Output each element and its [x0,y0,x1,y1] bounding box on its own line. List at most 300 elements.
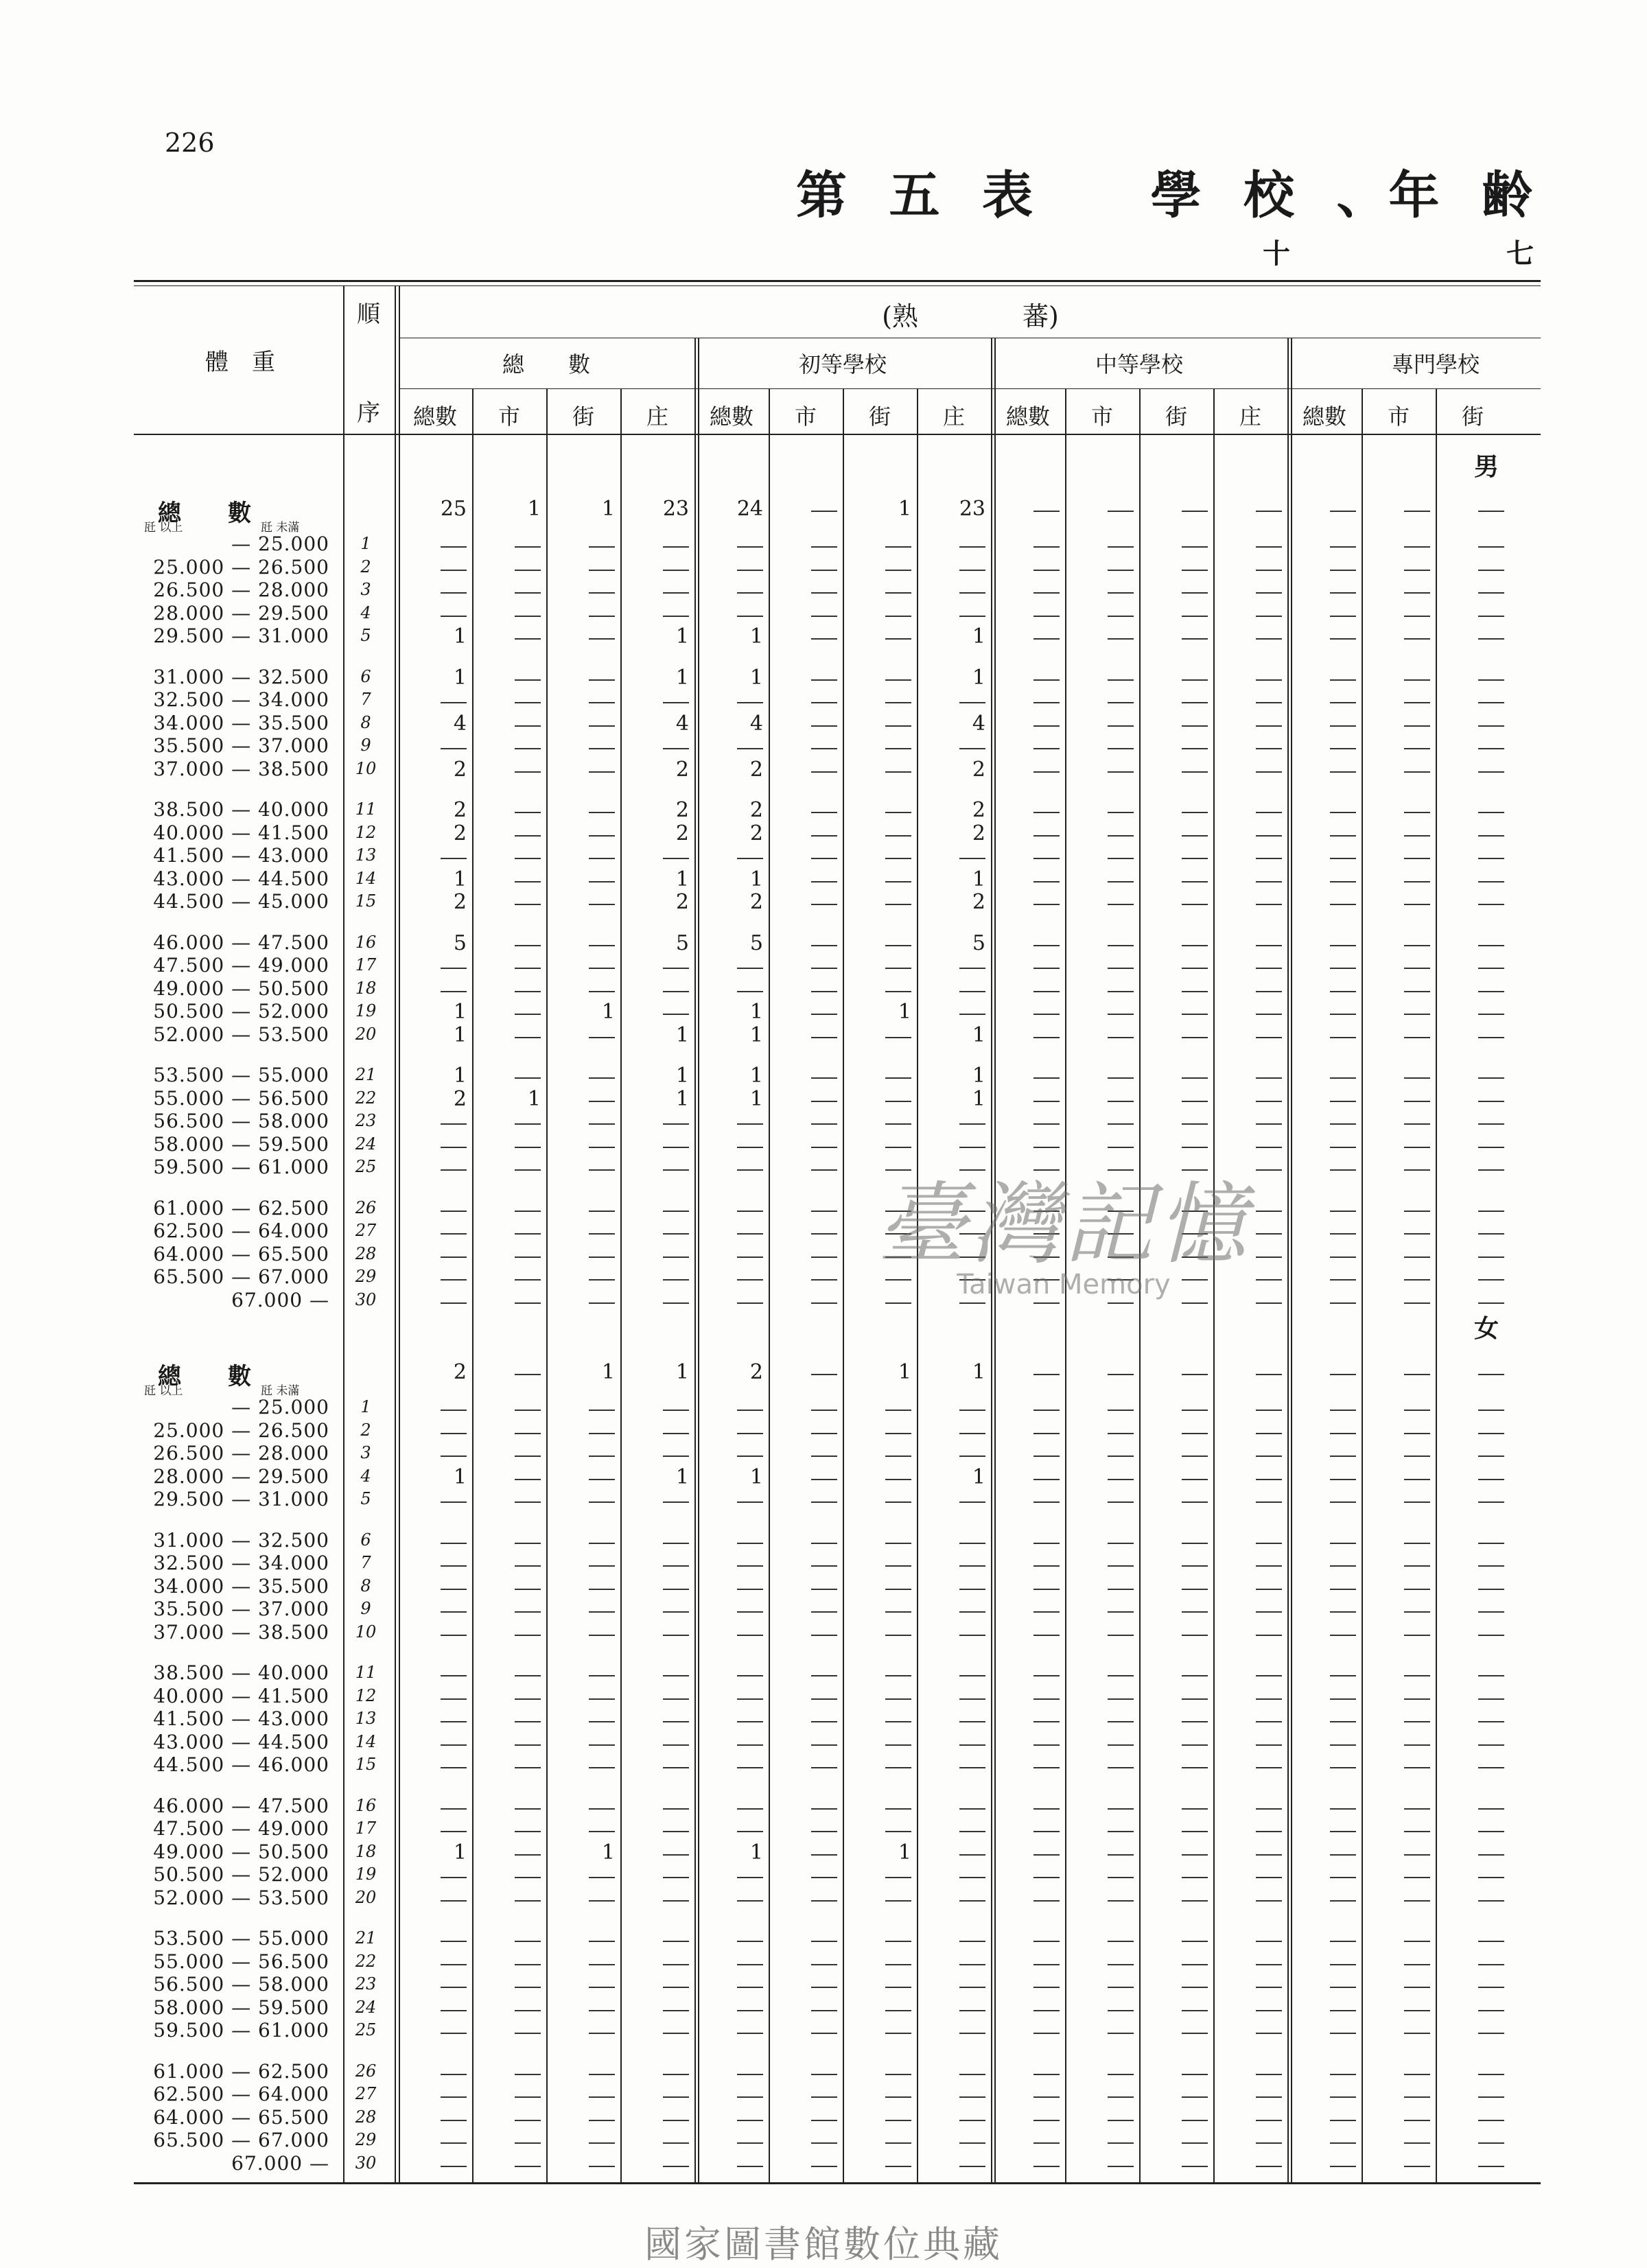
total-cell-dash [1404,1374,1430,1375]
table-cell-dash [1478,1900,1504,1902]
table-cell-dash [1182,748,1208,749]
weight-range: 58.000 — 59.500 [153,1132,329,1156]
table-cell-dash [589,1635,615,1636]
table-cell-dash [1404,1410,1430,1411]
table-cell-dash [1108,616,1134,617]
table-cell-dash [1404,881,1430,882]
table-cell-dash [811,812,837,813]
table-cell-dash [1404,771,1430,773]
weight-range: 46.000 — 47.500 [153,1794,329,1817]
table-cell-dash [1033,1501,1060,1503]
table-cell-dash [1108,2033,1134,2034]
table-cell-dash [959,1456,985,1457]
table-cell-dash [1330,1501,1356,1503]
table-cell-dash [1404,1767,1430,1768]
table-cell-dash [811,1941,837,1942]
weight-range: 31.000 — 32.500 [153,665,329,688]
weight-range: 32.500 — 34.000 [153,1552,329,1574]
table-cell-dash [1182,1501,1208,1503]
table-cell-dash [589,546,615,548]
table-cell-dash [1108,1877,1134,1878]
table-cell: 2 [972,798,985,822]
table-cell-dash [1404,1147,1430,1148]
seq-number: 6 [360,1530,371,1550]
table-cell: 5 [675,931,689,955]
table-cell-dash [1404,1211,1430,1212]
table-cell: 1 [453,624,467,648]
table-cell: 1 [675,624,689,648]
table-cell-dash [1256,1744,1282,1746]
table-cell-dash [515,1987,541,1988]
table-cell-dash [811,1721,837,1722]
seq-number: 26 [355,2061,377,2081]
seq-number: 29 [355,2130,377,2149]
seq-number: 20 [355,1887,377,1907]
table-cell-dash [515,858,541,859]
table-cell-dash [515,1721,541,1722]
table-cell-dash [1033,1698,1060,1700]
table-cell-dash [663,858,689,859]
table-cell-dash [1108,679,1134,681]
table-cell-dash [1033,2166,1060,2167]
table-cell: 1 [898,1840,911,1864]
table-cell-dash [1033,546,1060,548]
table-cell-dash [515,968,541,969]
table-cell-dash [737,1256,763,1258]
table-cell-dash [663,702,689,703]
column-header: 市 [1090,404,1113,430]
weight-range: 46.000 — 47.500 [153,931,329,954]
table-cell-dash [1108,1941,1134,1942]
table-cell-dash [1330,1987,1356,1988]
table-cell-dash [441,1698,467,1700]
table-cell-dash [959,1410,985,1411]
table-cell-dash [1404,1941,1430,1942]
table-cell-dash [1478,1698,1504,1700]
table-cell-dash [811,881,837,882]
table-cell-dash [1404,1479,1430,1480]
table-cell-dash [1478,1877,1504,1878]
table-cell-dash [589,638,615,640]
group-label: (熟 蕃) [882,301,1059,331]
weight-range: 38.500 — 40.000 [153,1661,329,1684]
seq-number: 3 [360,580,371,599]
table-cell-dash [885,702,911,703]
table-cell-dash [1330,592,1356,594]
table-cell-dash [1404,638,1430,640]
table-cell-dash [737,1808,763,1810]
table-cell-dash [811,1767,837,1768]
table-cell-dash [737,1941,763,1942]
table-cell-dash [959,2142,985,2144]
total-cell-dash [1182,511,1208,512]
table-cell-dash [1108,1077,1134,1079]
table-cell-dash [811,2074,837,2075]
weight-range: 26.500 — 28.000 [153,1442,329,1464]
weight-range: 35.500 — 37.000 [153,1598,329,1620]
table-cell-dash [663,1233,689,1235]
table-cell-dash [1256,1831,1282,1832]
table-cell-dash [441,1877,467,1878]
table-cell-dash [1033,2074,1060,2075]
table-cell-dash [1256,945,1282,946]
column-header: 市 [794,404,817,430]
table-cell-dash [1182,904,1208,905]
table-cell-dash [1478,1456,1504,1457]
table-cell-dash [1330,1964,1356,1965]
table-cell-dash [885,2010,911,2011]
table-cell: 5 [453,931,467,955]
table-cell-dash [1478,748,1504,749]
table-cell-dash [737,1877,763,1878]
table-cell-dash [1256,858,1282,859]
table-cell-dash [885,1635,911,1636]
table-cell-dash [1404,945,1430,946]
weight-range: 44.500 — 45.000 [153,890,329,913]
table-cell-dash [1404,991,1430,992]
table-cell-dash [515,546,541,548]
table-cell-dash [1330,1721,1356,1722]
table-cell-dash [1404,679,1430,681]
table-cell-dash [1033,1964,1060,1965]
weight-range: 55.000 — 56.500 [153,1086,329,1110]
table-cell-dash [959,858,985,859]
table-cell-dash [1478,1854,1504,1856]
column-header: 總數 [1005,404,1050,430]
table-cell-dash [441,1744,467,1746]
weight-range: 50.500 — 52.000 [153,1000,329,1022]
table-cell-dash [811,702,837,703]
table-cell-dash [1033,1611,1060,1613]
weight-range: 25.000 — 26.500 [153,555,329,578]
table-cell-dash [1330,1211,1356,1212]
table-cell: 2 [749,821,763,845]
seq-number: 23 [355,1974,377,1994]
table-cell-dash [1182,1831,1208,1832]
table-cell-dash [663,1501,689,1503]
table-cell-dash [1182,2166,1208,2167]
table-cell-dash [1404,1279,1430,1281]
weight-range: 52.000 — 53.500 [153,1886,329,1909]
table-cell-dash [1330,570,1356,571]
table-cell-dash [959,1854,985,1856]
table-cell: 2 [453,757,467,782]
total-cell-dash [1330,511,1356,512]
table-cell-dash [1182,1808,1208,1810]
table-cell-dash [589,858,615,859]
table-cell-dash [1182,1014,1208,1015]
vrule-col [1362,388,1363,2182]
table-cell-dash [589,1169,615,1171]
header-bottom-rule [134,434,1541,435]
table-cell: 1 [675,867,689,891]
table-cell-dash [737,1767,763,1768]
table-cell-dash [1182,1964,1208,1965]
table-cell-dash [663,1900,689,1902]
table-cell-dash [811,1964,837,1965]
table-cell-dash [959,546,985,548]
total-cell: 1 [527,497,541,521]
table-cell-dash [441,1169,467,1171]
table-cell-dash [737,570,763,571]
table-cell-dash [1404,2010,1430,2011]
table-cell: 1 [972,665,985,690]
table-cell-dash [663,1543,689,1544]
table-cell-dash [1182,1433,1208,1434]
table-cell-dash [1108,1767,1134,1768]
table-cell-dash [959,616,985,617]
table-cell-dash [663,1941,689,1942]
seq-number: 25 [355,1157,377,1176]
table-cell-dash [515,638,541,640]
table-cell-dash [1330,2142,1356,2144]
table-cell-dash [589,835,615,837]
unit-from-label: 瓩 以上 [144,1384,183,1398]
table-cell: 1 [972,624,985,648]
table-cell-dash [1478,1501,1504,1503]
table-cell-dash [811,2120,837,2121]
table-cell-dash [737,702,763,703]
table-cell-dash [589,1233,615,1235]
table-cell-dash [885,592,911,594]
table-cell-dash [885,1900,911,1902]
table-cell-dash [885,812,911,813]
table-cell-dash [1404,1721,1430,1722]
table-cell-dash [1478,812,1504,813]
table-cell: 2 [749,890,763,914]
table-cell-dash [441,2142,467,2144]
table-cell-dash [1478,1808,1504,1810]
table-cell-dash [589,1147,615,1148]
weight-range: 67.000 — [231,1288,329,1311]
table-cell-dash [515,1037,541,1038]
table-cell-dash [737,1543,763,1544]
table-cell-dash [441,1721,467,1722]
table-cell-dash [1033,1433,1060,1434]
table-cell-dash [589,1721,615,1722]
total-cell: 1 [898,497,911,521]
table-cell-dash [1330,1479,1356,1480]
weight-range: 35.500 — 37.000 [153,734,329,757]
table-cell-dash [737,1501,763,1503]
table-cell-dash [441,1964,467,1965]
table-cell-dash [1256,1037,1282,1038]
weight-range: 37.000 — 38.500 [153,1620,329,1644]
table-cell-dash [441,1589,467,1590]
table-cell: 2 [675,798,689,822]
weight-range: 65.500 — 67.000 [153,2129,329,2151]
table-cell-dash [1108,968,1134,969]
table-cell: 4 [675,711,689,736]
table-cell-dash [811,1501,837,1503]
table-cell-dash [885,546,911,548]
table-cell-dash [1330,991,1356,992]
table-cell-dash [1182,1565,1208,1567]
table-cell-dash [1108,1675,1134,1676]
table-cell-dash [1330,1854,1356,1856]
table-cell-dash [589,1256,615,1258]
seq-number: 19 [355,1001,377,1020]
weight-range: 50.500 — 52.000 [153,1863,329,1886]
table-cell-dash [1108,1147,1134,1148]
total-cell: 2 [453,1360,467,1384]
table-cell-dash [1478,592,1504,594]
table-cell-dash [1033,991,1060,992]
table-cell-dash [1404,1635,1430,1636]
table-cell-dash [1033,1037,1060,1038]
column-header: 街 [868,404,891,430]
table-cell-dash [885,1698,911,1700]
table-cell: 1 [675,665,689,690]
table-cell-dash [1478,1721,1504,1722]
table-cell-dash [1478,1543,1504,1544]
weight-label: 體 重 [205,349,275,376]
table-cell-dash [1033,1635,1060,1636]
table-cell-dash [441,858,467,859]
table-cell-dash [663,1302,689,1304]
column-header: 街 [1165,404,1187,430]
table-cell-dash [1256,1877,1282,1878]
table-cell-dash [1478,1565,1504,1567]
total-cell: 1 [601,1360,615,1384]
table-cell-dash [1033,1987,1060,1988]
table-cell-dash [1182,991,1208,992]
table-cell-dash [737,1987,763,1988]
table-cell-dash [663,1964,689,1965]
table-cell-dash [1404,1433,1430,1434]
table-cell-dash [811,904,837,905]
table-cell-dash [1033,1302,1060,1304]
table-cell-dash [1330,1675,1356,1676]
table-cell-dash [589,1037,615,1038]
table-cell-dash [811,570,837,571]
table-cell-dash [663,1611,689,1613]
table-cell-dash [1108,1101,1134,1102]
table-cell-dash [1330,1302,1356,1304]
table-cell-dash [885,991,911,992]
table-cell-dash [1478,1589,1504,1590]
table-cell-dash [885,2074,911,2075]
table-cell-dash [737,1635,763,1636]
table-cell-dash [1033,1479,1060,1480]
page-number: 226 [165,128,215,158]
table-cell-dash [1182,945,1208,946]
seq-number: 2 [360,557,371,576]
seq-number: 10 [355,1622,377,1641]
weight-range: 61.000 — 62.500 [153,1196,329,1219]
table-cell-dash [589,1479,615,1480]
table-cell-dash [515,592,541,594]
table-cell-dash [811,1611,837,1613]
table-cell-dash [1478,1831,1504,1832]
table-cell-dash [515,1675,541,1676]
table-cell-dash [1330,546,1356,548]
table-cell-dash [515,2142,541,2144]
table-cell-dash [1330,2010,1356,2011]
table-cell-dash [1478,1611,1504,1613]
male-mark: 男 [1474,452,1499,481]
table-cell-dash [441,1543,467,1544]
table-cell-dash [1256,1808,1282,1810]
table-cell-dash [811,2142,837,2144]
table-cell: 5 [749,931,763,955]
table-cell-dash [1478,1302,1504,1304]
table-cell-dash [1182,679,1208,681]
table-cell-dash [1330,616,1356,617]
table-cell-dash [737,1698,763,1700]
table-cell-dash [1108,546,1134,548]
table-cell-dash [589,2096,615,2098]
watermark [817,1153,1311,1300]
total-cell-dash [515,1374,541,1375]
table-cell-dash [1256,1543,1282,1544]
table-cell: 1 [453,1840,467,1864]
table-cell-dash [885,1456,911,1457]
table-cell-dash [515,2033,541,2034]
footer-credit: 國家圖書館數位典藏 [644,2223,1003,2266]
table-cell-dash [1108,1831,1134,1832]
table-cell-dash [515,1302,541,1304]
seq-number: 17 [355,955,377,974]
table-cell-dash [441,748,467,749]
table-cell-dash [515,991,541,992]
section-label: 專門學校 [1391,351,1480,377]
table-cell-dash [441,1611,467,1613]
table-cell-dash [1182,1037,1208,1038]
table-cell-dash [1330,725,1356,727]
table-cell-dash [589,1987,615,1988]
table-cell-dash [515,702,541,703]
table-cell-dash [663,1123,689,1125]
table-cell-dash [515,2096,541,2098]
weight-range: 32.500 — 34.000 [153,688,329,711]
weight-range: 64.000 — 65.500 [153,1242,329,1265]
table-cell-dash [811,546,837,548]
table-cell-dash [1033,812,1060,813]
table-cell-dash [589,991,615,992]
table-cell-dash [1330,1410,1356,1411]
table-cell-dash [811,725,837,727]
table-cell-dash [1033,1808,1060,1810]
table-cell: 1 [749,1000,763,1024]
table-cell-dash [1404,2166,1430,2167]
seq-number: 5 [360,1489,371,1508]
bottom-rule [134,2182,1541,2184]
seq-number: 30 [355,2153,377,2173]
table-cell-dash [663,1565,689,1567]
table-cell-dash [737,2142,763,2144]
table-cell-dash [1404,1831,1430,1832]
seq-number: 5 [360,626,371,645]
table-cell-dash [737,2096,763,2098]
table-cell-dash [885,2033,911,2034]
table-cell-dash [589,2074,615,2075]
table-cell-dash [811,1900,837,1902]
table-cell-dash [663,616,689,617]
table-cell-dash [1404,1877,1430,1878]
table-cell-dash [1478,1479,1504,1480]
table-cell-dash [885,904,911,905]
table-cell-dash [1108,1611,1134,1613]
title-char: 、年 [1336,166,1441,225]
table-cell: 2 [453,821,467,845]
table-cell-dash [1108,1456,1134,1457]
table-cell-dash [1033,1589,1060,1590]
table-cell-dash [515,725,541,727]
table-cell-dash [1256,991,1282,992]
table-cell-dash [1478,835,1504,837]
seq-number: 25 [355,2020,377,2039]
